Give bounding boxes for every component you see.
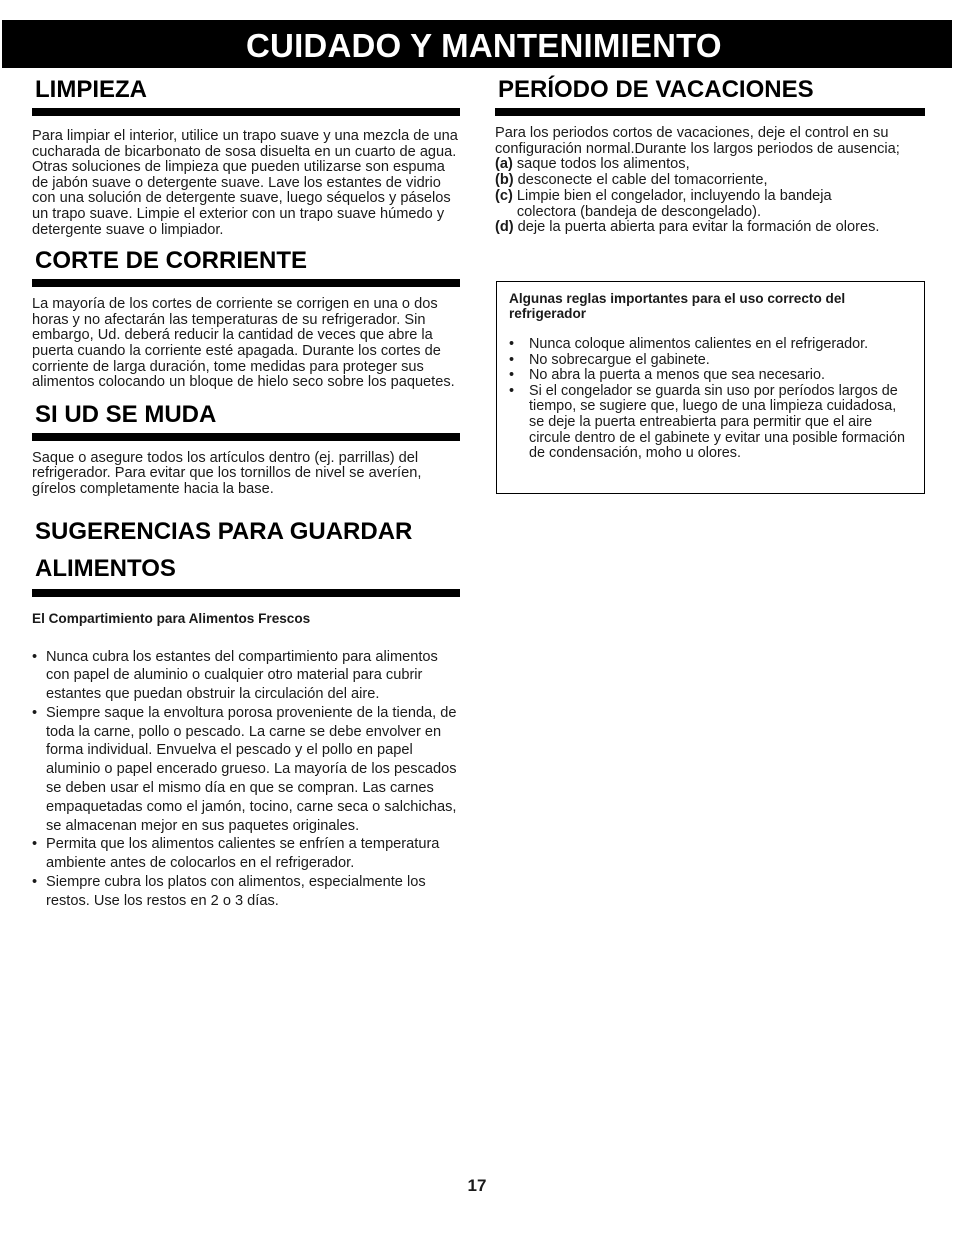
item-label: (c) [495,187,513,204]
sugerencias-list [32,648,460,911]
page-title: CUIDADO Y MANTENIMIENTO [2,20,952,68]
list-item [495,220,925,236]
section-title-limpieza: LIMPIEZA [35,76,147,103]
muda-text: Saque o asegure todos los artículos dentro (ej. parrillas) del refrigerador. Para evitar que los tornillos de nivel se averíen, gírelos completamente hacia la base. [32,449,422,497]
section-divider [32,279,460,287]
list-item: • Siempre saque la envoltura porosa proveniente de la tienda, de toda la carne, pollo o pescado. La carne se debe envolver en forma individual. Envuelva el pescado y el pollo en papel aluminio o papel encerado grueso. La mayoría de los pescados se deben usar el mismo día en que se compran. Las carnes empaquetadas como el jamón, tocino, carne seca o salchichas, se almacenan mejor en sus paquetes originales. [32,704,460,836]
item-label: (b) [495,171,514,188]
section-divider [32,589,460,597]
section-title-vacaciones: PERÍODO DE VACACIONES [498,76,814,103]
section-si-ud-se-muda [32,399,460,498]
item-text: deje la puerta abierta para evitar la formación de olores. [517,219,880,236]
section-divider [32,108,460,116]
list-item [495,189,925,221]
vacaciones-list [495,157,925,236]
page-number: 17 [467,1176,487,1195]
list-item: • No abra la puerta a menos que sea necesario. [509,368,912,384]
section-title-sugerencias-line1: SUGERENCIAS PARA GUARDAR [35,517,413,545]
important-rules-box [496,281,925,494]
section-corte-de-corriente [32,245,460,391]
section-sugerencias [32,513,460,911]
rules-box-title: Algunas reglas importantes para el uso correcto del refrigerador [509,291,846,321]
list-item: • Nunca cubra los estantes del compartimiento para alimentos con papel de aluminio o cualquier otro material para cubrir estantes que puedan obstruir la circulación del aire. [32,648,460,704]
section-title-sugerencias-line2: ALIMENTOS [35,554,176,582]
list-item: • Permita que los alimentos calientes se enfríen a temperatura ambiente antes de colocarlos en el refrigerador. [32,835,460,873]
item-text: Limpie bien el congelador, incluyendo la bandeja colectora (bandeja de descongelado). [516,187,832,220]
right-column [495,74,925,236]
list-item: • Nunca coloque alimentos calientes en el refrigerador. [509,337,912,353]
left-column [32,74,460,911]
section-title-corte: CORTE DE CORRIENTE [35,247,308,275]
section-limpieza [32,74,460,238]
item-text: desconecte el cable del tomacorriente, [517,171,768,188]
list-item [495,157,925,173]
vacaciones-intro: Para los periodos cortos de vacaciones, deje el control en su configuración normal.Durante los largos periodos de ausencia; [495,125,900,157]
list-item [495,173,925,189]
rules-list [509,337,912,462]
section-periodo-de-vacaciones [495,74,925,236]
item-text: saque todos los alimentos, [516,156,690,173]
limpieza-text: Para limpiar el interior, utilice un trapo suave y una mezcla de una cucharada de bicarbonato de sosa disuelta en un cuarto de agua. Otras soluciones de limpieza que pueden utilizarse son espuma de jabón suave o detergente suave. Lave los estantes de vidrio con una solución de detergente suave, luego séquelos y páselos un trapo suave. Limpie el exterior con un trapo suave húmedo y detergente suave o limpiador. [32,128,458,238]
section-divider [32,433,460,441]
item-label: (a) [495,156,513,173]
list-item: • No sobrecargue el gabinete. [509,353,912,369]
list-item: • Si el congelador se guarda sin uso por períodos largos de tiempo, se sugiere que, luego de una limpieza cuidadosa, se deje la puerta entreabierta para permitir que el aire circule dentro de el gabinete y evitar una posible formación de condensación, moho u olores. [509,384,912,462]
list-item: • Siempre cubra los platos con alimentos, especialmente los restos. Use los restos en 2 o 3 días. [32,873,460,911]
section-title-muda: SI UD SE MUDA [35,400,217,428]
item-label: (d) [495,219,514,236]
section-divider [495,108,925,116]
corte-text: La mayoría de los cortes de corriente se corrigen en una o dos horas y no afectarán las temperaturas de su refrigerador. Sin embargo, Ud. deberá reducir la cantidad de veces que abre la puerta cuando la corriente esté apagada. Durante los cortes de corriente de larga duración, tome medidas para proteger sus alimentos colocando un bloque de hielo seco sobre los paquetes. [32,296,455,391]
sugerencias-subtitle: El Compartimiento para Alimentos Frescos [32,610,311,626]
